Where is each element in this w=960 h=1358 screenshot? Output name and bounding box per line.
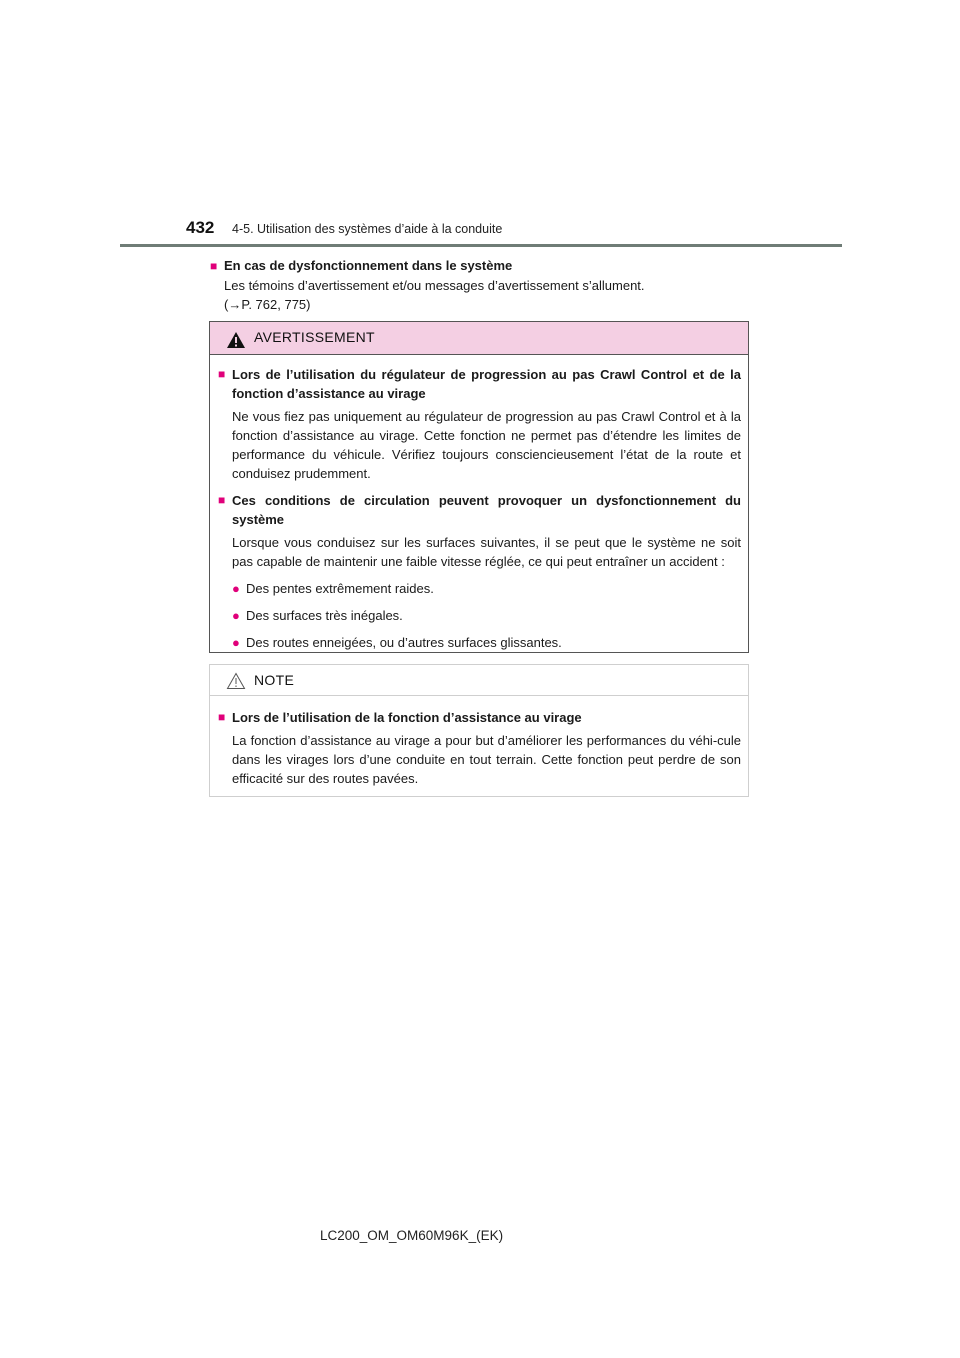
square-bullet-icon: ■ xyxy=(218,367,226,381)
warning-box xyxy=(209,321,749,653)
note-item-body: La fonction d’assistance au virage a pour but d’améliorer les performances du véhi-cule dans les virages lors d’une conduite en tout terrain. Cette fonction peut perdre de son efficacité sur des routes pavées. xyxy=(232,733,741,786)
list-item-text: Des surfaces très inégales. xyxy=(246,608,403,623)
square-bullet-icon: ■ xyxy=(218,493,226,507)
list-item xyxy=(218,579,741,598)
note-box xyxy=(209,664,749,797)
circle-bullet-icon: ● xyxy=(232,635,240,650)
warning-title: AVERTISSEMENT xyxy=(254,329,375,345)
square-bullet-icon: ■ xyxy=(210,259,218,273)
list-item-text: Des routes enneigées, ou d’autres surfaces glissantes. xyxy=(246,635,562,650)
note-body xyxy=(210,696,748,788)
note-item-heading xyxy=(218,708,741,727)
warning-item-heading-text: Lors de l’utilisation du régulateur de progression au pas Crawl Control et de la fonction d’assistance au virage xyxy=(232,367,741,401)
note-title: NOTE xyxy=(254,672,295,688)
chapter-title: 4-5. Utilisation des systèmes d’aide à la conduite xyxy=(232,222,503,236)
square-bullet-icon: ■ xyxy=(218,710,226,724)
warning-item-heading xyxy=(218,491,741,529)
warning-triangle-icon xyxy=(226,331,246,349)
note-item-heading-text: Lors de l’utilisation de la fonction d’assistance au virage xyxy=(232,710,582,725)
document-id: LC200_OM_OM60M96K_(EK) xyxy=(320,1228,504,1243)
warning-item-body: Ne vous fiez pas uniquement au régulateur de progression au pas Crawl Control et à la fonction d’assistance au virage. Cette fonction ne permet pas d’étendre les limites de performance du véhicule. Vérifiez toujours consciencieusement l’état de la route et conduisez prudemment. xyxy=(232,409,741,481)
page-number: 432 xyxy=(186,218,215,237)
circle-bullet-icon: ● xyxy=(232,581,240,596)
malfunction-body-line: Les témoins d’avertissement et/ou messages d’avertissement s’allument. xyxy=(224,278,645,293)
note-box-header xyxy=(210,665,748,696)
caution-triangle-icon xyxy=(226,672,246,690)
malfunction-heading-text: En cas de dysfonctionnement dans le système xyxy=(224,258,513,273)
circle-bullet-icon: ● xyxy=(232,608,240,623)
list-item xyxy=(218,633,741,652)
header-divider xyxy=(120,244,842,247)
warning-item-heading-text: Ces conditions de circulation peuvent provoquer un dysfonctionnement du système xyxy=(232,493,741,527)
malfunction-heading xyxy=(210,256,750,276)
list-item xyxy=(218,606,741,625)
warning-box-header xyxy=(210,322,748,355)
warning-item-heading xyxy=(218,365,741,403)
list-item-text: Des pentes extrêmement raides. xyxy=(246,581,434,596)
page-reference: (→P. 762, 775) xyxy=(224,297,311,312)
warning-body xyxy=(210,355,748,652)
warning-item-body: Lorsque vous conduisez sur les surfaces suivantes, il se peut que le système ne soit pas capable de maintenir une faible vitesse réglée, ce qui peut entraîner un accident : xyxy=(232,535,741,569)
malfunction-section xyxy=(210,256,750,314)
malfunction-body xyxy=(210,276,750,314)
